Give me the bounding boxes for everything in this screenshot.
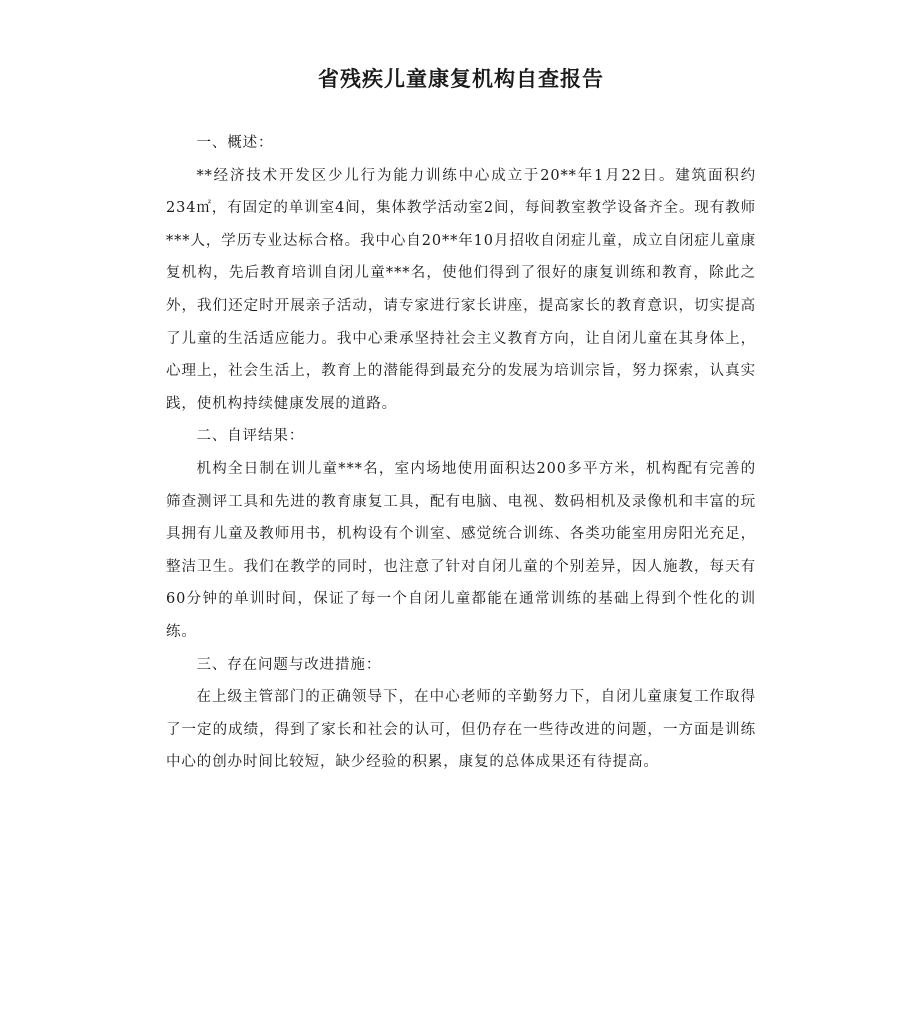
section-heading-problems-improvements: 三、存在问题与改进措施：: [196, 656, 382, 673]
section-paragraph-self-evaluation: 机构全日制在训儿童***名，室内场地使用面积达200多平方米，机构配有完善的筛查测评工具和先进的教育康复工具，配有电脑、电视、数码相机及录像机和丰富的玩具拥有儿童及教师用书，机构设有个训室、感觉统合训练、各类功能室用房阳光充足，整洁卫生。我们在教学的同时，也注意了针对自闭儿童的个别差异，因人施教，每天有60分钟的单训时间，保证了每一个自闭儿童都能在通常训练的基础上得到个性化的训练。: [166, 460, 756, 640]
section-paragraph-overview: **经济技术开发区少儿行为能力训练中心成立于20**年1月22日。建筑面积约234㎡，有固定的单训室4间，集体教学活动室2间，每间教室教学设备齐全。现有教师***人，学历专业达标合格。我中心自20**年10月招收自闭症儿童，成立自闭症儿童康复机构，先后教育培训自闭儿童***名，使他们得到了很好的康复训练和教育，除此之外，我们还定时开展亲子活动，请专家进行家长讲座，提高家长的教育意识，切实提高了儿童的生活适应能力。我中心秉承坚持社会主义教育方向，让自闭儿童在其身体上，心理上，社会生活上，教育上的潜能得到最充分的发展为培训宗旨，努力探索，认真实践，使机构持续健康发展的道路。: [166, 167, 756, 412]
section-heading-self-evaluation: 二、自评结果：: [196, 428, 305, 445]
document-title: 省残疾儿童康复机构自查报告: [318, 67, 604, 91]
document-body: [166, 127, 756, 779]
section-paragraph-problems-improvements: 在上级主管部门的正确领导下，在中心老师的辛勤努力下，自闭儿童康复工作取得了一定的成绩，得到了家长和社会的认可，但仍存在一些待改进的问题，一方面是训练中心的创办时间比较短，缺少经验的积累，康复的总体成果还有待提高。: [166, 689, 756, 771]
section-heading-overview: 一、概述：: [196, 135, 274, 151]
